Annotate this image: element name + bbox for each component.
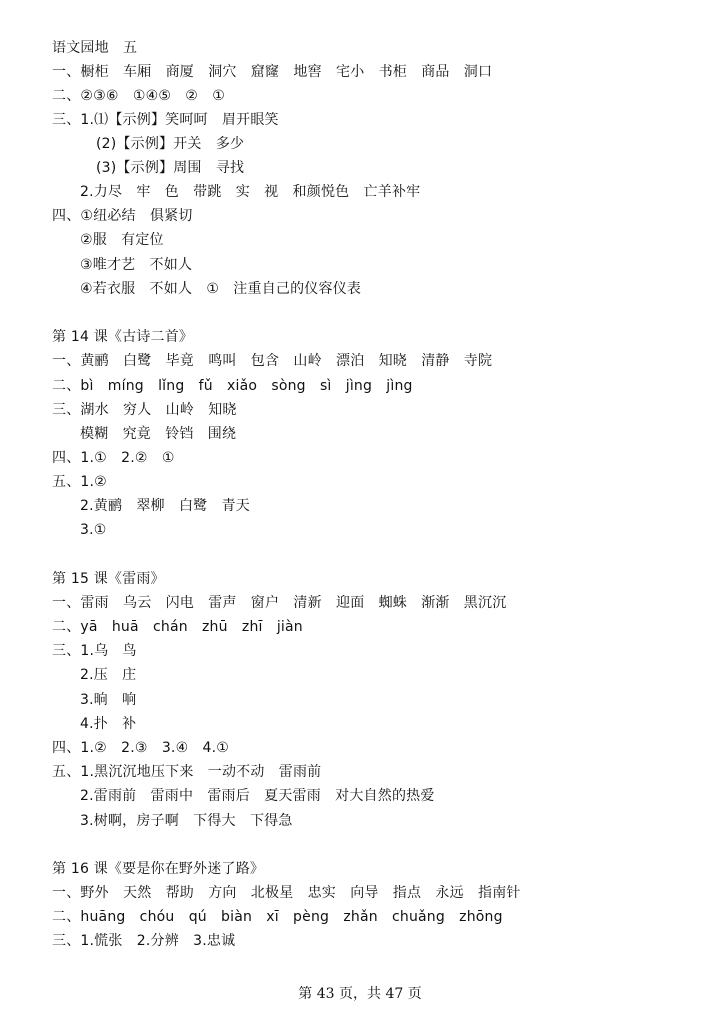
answer-line: 三、1.慌张 2.分辨 3.忠诚: [52, 933, 236, 949]
answer-line: 四、1.② 2.③ 3.④ 4.①: [52, 740, 230, 756]
answer-line: 四、①纽必结 俱紧切: [52, 208, 193, 224]
answer-line: 2.力尽 牢 色 带跳 实 视 和颜悦色 亡羊补牢: [80, 184, 421, 200]
answer-line: 4.扑 补: [80, 716, 137, 732]
answer-line: (2)【示例】开关 多少: [96, 136, 245, 152]
section-title-lesson-16: 第 16 课《要是你在野外迷了路》: [52, 861, 265, 877]
answer-line: 2.黄鹂 翠柳 白鹭 青天: [80, 498, 250, 514]
page-number: 第 43 页，共 47 页: [298, 986, 422, 1002]
answer-line: 三、1.乌 鸟: [52, 643, 137, 659]
answer-line: 四、1.① 2.② ①: [52, 450, 175, 466]
answer-line: 二、②③⑥ ①④⑤ ② ①: [52, 88, 226, 104]
answer-line: 二、yā huā chán zhū zhī jiàn: [52, 619, 303, 635]
answer-line: 一、雷雨 乌云 闪电 雷声 窗户 清新 迎面 蜘蛛 渐渐 黑沉沉: [52, 595, 507, 611]
section-title-lesson-14: 第 14 课《古诗二首》: [52, 329, 194, 345]
section-title-lesson-15: 第 15 课《雷雨》: [52, 571, 165, 587]
answer-line: 二、bì míng lǐng fǔ xiǎo sòng sì jìng jìng: [52, 378, 413, 394]
answer-line: ③唯才艺 不如人: [80, 257, 193, 273]
answer-line: 一、野外 天然 帮助 方向 北极星 忠实 向导 指点 永远 指南针: [52, 885, 521, 901]
answer-line: 一、橱柜 车厢 商厦 洞穴 窟窿 地窖 宅小 书柜 商品 洞口: [52, 64, 493, 80]
answer-line: 一、黄鹂 白鹭 毕竟 鸣叫 包含 山岭 漂泊 知晓 清静 寺院: [52, 353, 493, 369]
answer-line: 模糊 究竟 铃铛 围绕: [80, 426, 237, 442]
answer-line: 2.雷雨前 雷雨中 雷雨后 夏天雷雨 对大自然的热爱: [80, 788, 435, 804]
answer-line: 3.晌 响: [80, 692, 137, 708]
answer-line: 五、1.②: [52, 474, 107, 490]
answer-line: 三、1.⑴【示例】笑呵呵 眉开眼笑: [52, 112, 279, 128]
answer-line: 3.①: [80, 522, 107, 538]
answer-line: ④若衣服 不如人 ① 注重自己的仪容仪表: [80, 281, 362, 297]
section-title-yuwen-yuandi-5: 语文园地 五: [52, 40, 138, 56]
answer-line: 2.压 庄: [80, 667, 137, 683]
answer-line: (3)【示例】周围 寻找: [96, 160, 245, 176]
answer-line: 五、1.黑沉沉地压下来 一动不动 雷雨前: [52, 764, 322, 780]
answer-line: 三、湖水 穷人 山岭 知晓: [52, 402, 237, 418]
answer-line: ②服 有定位: [80, 232, 164, 248]
answer-line: 3.树啊，房子啊 下得大 下得急: [80, 813, 293, 829]
answer-line: 二、huāng chóu qú biàn xī pèng zhǎn chuǎng zhōng: [52, 909, 503, 925]
